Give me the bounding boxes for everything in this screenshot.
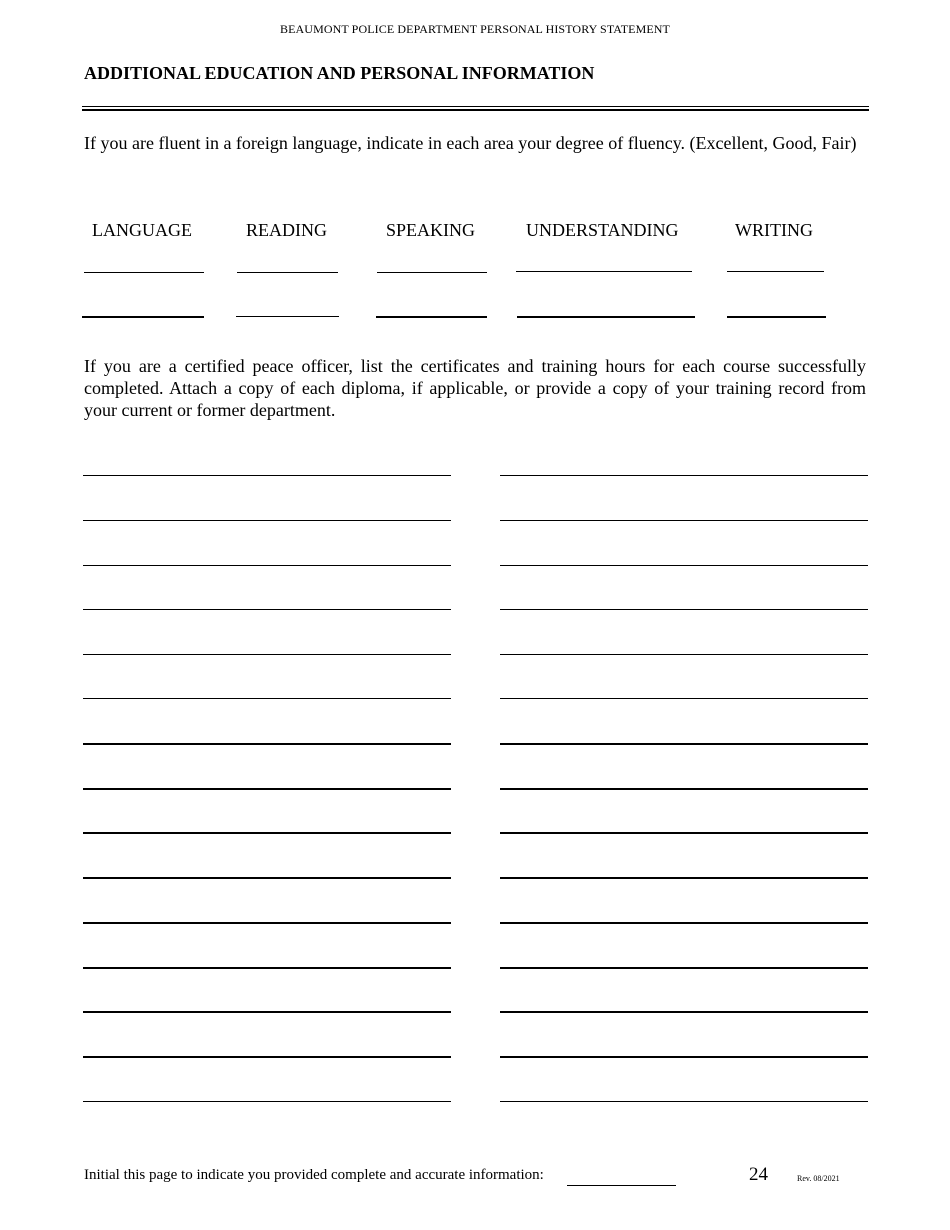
certificate-right-line[interactable] <box>500 922 868 924</box>
certificate-right-line[interactable] <box>500 743 868 745</box>
certificate-right-line[interactable] <box>500 654 868 655</box>
certificate-right-line[interactable] <box>500 832 868 834</box>
certificate-right-line[interactable] <box>500 475 868 476</box>
certificate-left-line[interactable] <box>83 922 451 924</box>
certificate-left-line[interactable] <box>83 877 451 879</box>
running-header: BEAUMONT POLICE DEPARTMENT PERSONAL HISTORY STATEMENT <box>280 22 670 36</box>
certificate-left-line[interactable] <box>83 565 451 566</box>
certificate-right-line[interactable] <box>500 609 868 610</box>
certificate-right-line[interactable] <box>500 967 868 969</box>
language-row-1-reading-field[interactable] <box>237 272 338 273</box>
certificate-right-line[interactable] <box>500 877 868 879</box>
title-rule-thin <box>82 106 869 107</box>
certificate-left-line[interactable] <box>83 1101 451 1102</box>
certificate-left-line[interactable] <box>83 743 451 745</box>
column-header-language: LANGUAGE <box>92 220 192 240</box>
certificate-left-line[interactable] <box>83 1056 451 1058</box>
certificate-left-line[interactable] <box>83 788 451 790</box>
certificate-left-line[interactable] <box>83 832 451 834</box>
certificate-right-line[interactable] <box>500 1101 868 1102</box>
section-title: ADDITIONAL EDUCATION AND PERSONAL INFORMATION <box>84 63 595 83</box>
certificate-right-line[interactable] <box>500 1011 868 1013</box>
column-header-understanding: UNDERSTANDING <box>526 220 679 240</box>
language-row-2-understanding-field[interactable] <box>517 316 695 318</box>
column-header-writing: WRITING <box>735 220 813 240</box>
initial-field[interactable] <box>567 1185 676 1186</box>
language-row-1-understanding-field[interactable] <box>516 271 692 272</box>
certificate-right-line[interactable] <box>500 565 868 566</box>
language-row-2-speaking-field[interactable] <box>376 316 487 318</box>
certificate-right-line[interactable] <box>500 788 868 790</box>
revision-date: Rev. 08/2021 <box>797 1174 840 1183</box>
page-number: 24 <box>749 1164 768 1185</box>
language-row-1-writing-field[interactable] <box>727 271 824 272</box>
certificate-left-line[interactable] <box>83 1011 451 1013</box>
language-row-1-language-field[interactable] <box>84 272 204 273</box>
column-header-speaking: SPEAKING <box>386 220 476 240</box>
language-row-2-writing-field[interactable] <box>727 316 826 318</box>
language-row-2-reading-field[interactable] <box>236 316 339 317</box>
column-header-reading: READING <box>246 220 327 240</box>
language-row-2-language-field[interactable] <box>82 316 204 318</box>
certificate-right-line[interactable] <box>500 698 868 699</box>
certificate-right-line[interactable] <box>500 1056 868 1058</box>
certificate-left-line[interactable] <box>83 654 451 655</box>
certificate-left-line[interactable] <box>83 967 451 969</box>
certificate-left-line[interactable] <box>83 475 451 476</box>
certificate-left-line[interactable] <box>83 698 451 699</box>
certificate-left-line[interactable] <box>83 520 451 521</box>
certificates-instructions: If you are a certified peace officer, list the certificates and training hours for each course successfully completed. Attach a copy of each diploma, if applicable, or provide a copy of your training record from your current or former department. <box>84 356 866 420</box>
language-row-1-speaking-field[interactable] <box>377 272 487 273</box>
title-rule-thick <box>82 109 869 111</box>
certificate-left-line[interactable] <box>83 609 451 610</box>
certificate-right-line[interactable] <box>500 520 868 521</box>
language-instructions: If you are fluent in a foreign language, indicate in each area your degree of fluency. (Excellent, Good, Fair) <box>84 133 857 153</box>
initial-label: Initial this page to indicate you provided complete and accurate information: <box>84 1167 544 1183</box>
